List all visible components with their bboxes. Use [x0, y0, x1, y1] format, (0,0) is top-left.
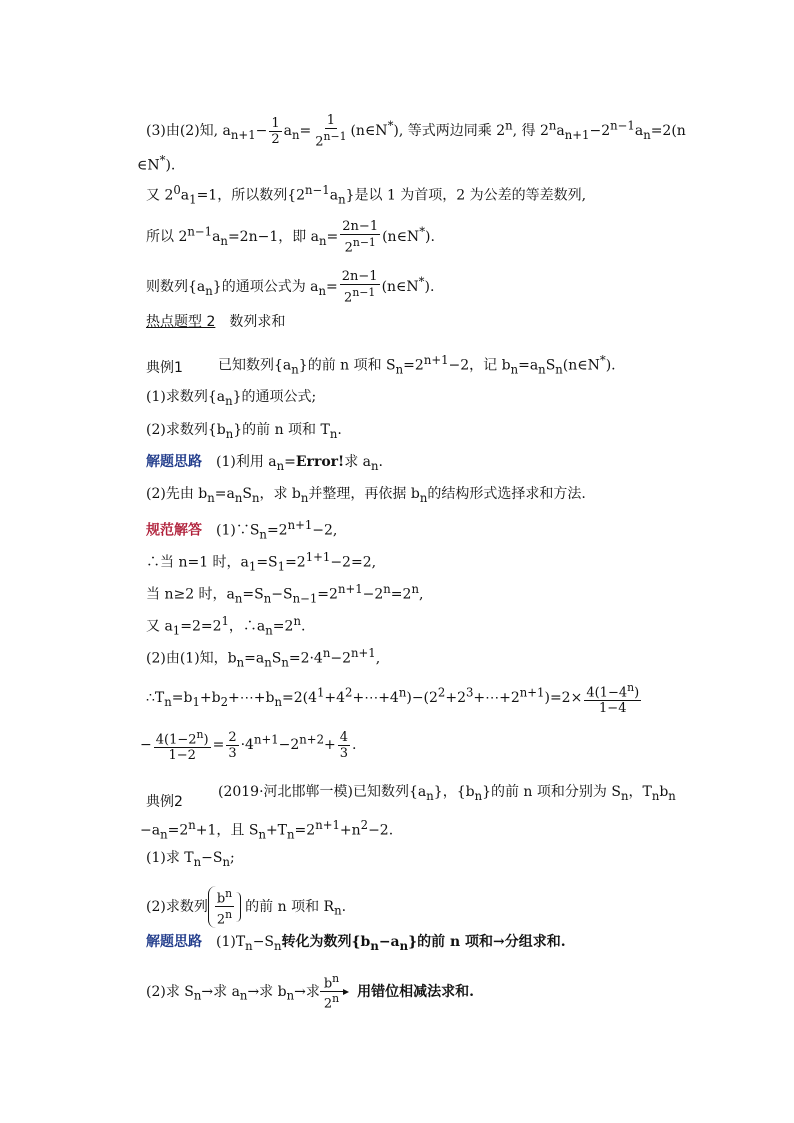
line-8: (1)求数列$\{a_n\}$的通项公式; — [146, 389, 317, 408]
line-22: (2)求数列 $\frac{b^n}{2^n}$ 的前 n 项和 $R_n$. — [146, 887, 347, 928]
line-16: (2)由(1)知，$b_n=a_nS_n=2\cdot 4^n-2^{n+1}$, — [146, 646, 381, 670]
example-2-label: 典例2 — [146, 794, 183, 810]
line-15: 又 $a_1=2=2^1$，$\therefore a_n=2^n$. — [146, 614, 306, 638]
line-11: (2)先由 $b_n=a_nS_n$，求 $b_n$并整理，再依据 $b_n$的结构形式选择求和方法. — [146, 486, 586, 505]
line-5: 则数列$\{a_n\}$的通项公式为 $a_n=$ $\frac{2n-1}{2^{n-1}}$ (n∈N*). — [146, 269, 435, 306]
section-heading: 热点题型 2 数列求和 — [146, 314, 286, 330]
line-21: (1)求 $T_n-S_n$; — [146, 850, 235, 869]
line-1: (3)由(2)知, $a_{n+1}-$ $\frac{1}{2}$ $a_n=$ $\frac{1}{2^{n-1}}$ (n∈N*), 等式两边同乘 2$^n$, 得 $2^na_{n+1}-2^{n-1}a_n=2(n$ — [146, 113, 686, 150]
line-18: − $\frac{4(1-2^n)}{1-2}$ = $\frac{2}{3}$ $\cdot 4^{n+1}-2^{n+2}+$ $\frac{4}{3}$ . — [140, 728, 357, 764]
example-1-label: 典例1 — [146, 360, 183, 376]
line-23: 解题思路 $(1)T_n-S_n$转化为数列$\{b_n-a_n\}$的前 n 项和→分组求和. — [146, 934, 566, 953]
line-10: 解题思路 (1)利用 $a_n=Error$!求 $a_n$. — [146, 454, 383, 473]
example-1-statement: 已知数列$\{a_n\}$的前 n 项和 $S_n=2^{n+1}-2$，记 $b_n=a_nS_n(n\in N^*)$. — [218, 353, 616, 377]
line-2: ∈N*). — [137, 153, 176, 174]
example-2-statement: (2019·河北邯郸一模)已知数列$\{a_n\}$，$\{b_n\}$的前 n 项和分别为 $S_n$，$T_nb_n$ — [218, 784, 676, 803]
line-17: $\therefore T_n=b_1+b_2+\cdots+b_n=2(4^1+4^2+\cdots+4^n)-(2^2+2^3+\cdots+2^{n+1})=2\times$ $\frac{4(1-4^n)}{1-4}$ — [146, 681, 640, 717]
line-3: 又 $2^0a_1=1$，所以数列$\{2^{n-1}a_n\}$是以 1 为首项，2 为公差的等差数列, — [146, 183, 587, 207]
line-24: (2)求 $S_n\to$求 $a_n\to$求 $b_n\to$求 $\frac{b^n}{2^n}$ 用错位相减法求和. — [146, 972, 475, 1012]
line-4: 所以 $2^{n-1}a_n=2n-1$，即 $a_n=$ $\frac{2n-1}{2^{n-1}}$ (n∈N*). — [146, 219, 435, 256]
line-14: 当 n≥2 时，$a_n=S_n-S_{n-1}=2^{n+1}-2^n=2^n$, — [146, 582, 424, 606]
line-13: ∴当 n=1 时，$a_1=S_1=2^{1+1}-2=2$, — [146, 550, 377, 574]
line-20: $-a_n=2^n+1$，且 $S_n+T_n=2^{n+1}+n^2-2$. — [140, 818, 394, 842]
line-9: (2)求数列$\{b_n\}$的前 n 项和 $T_n$. — [146, 422, 342, 441]
line-12: 规范解答 $(1)\because S_n=2^{n+1}-2$, — [146, 518, 338, 542]
